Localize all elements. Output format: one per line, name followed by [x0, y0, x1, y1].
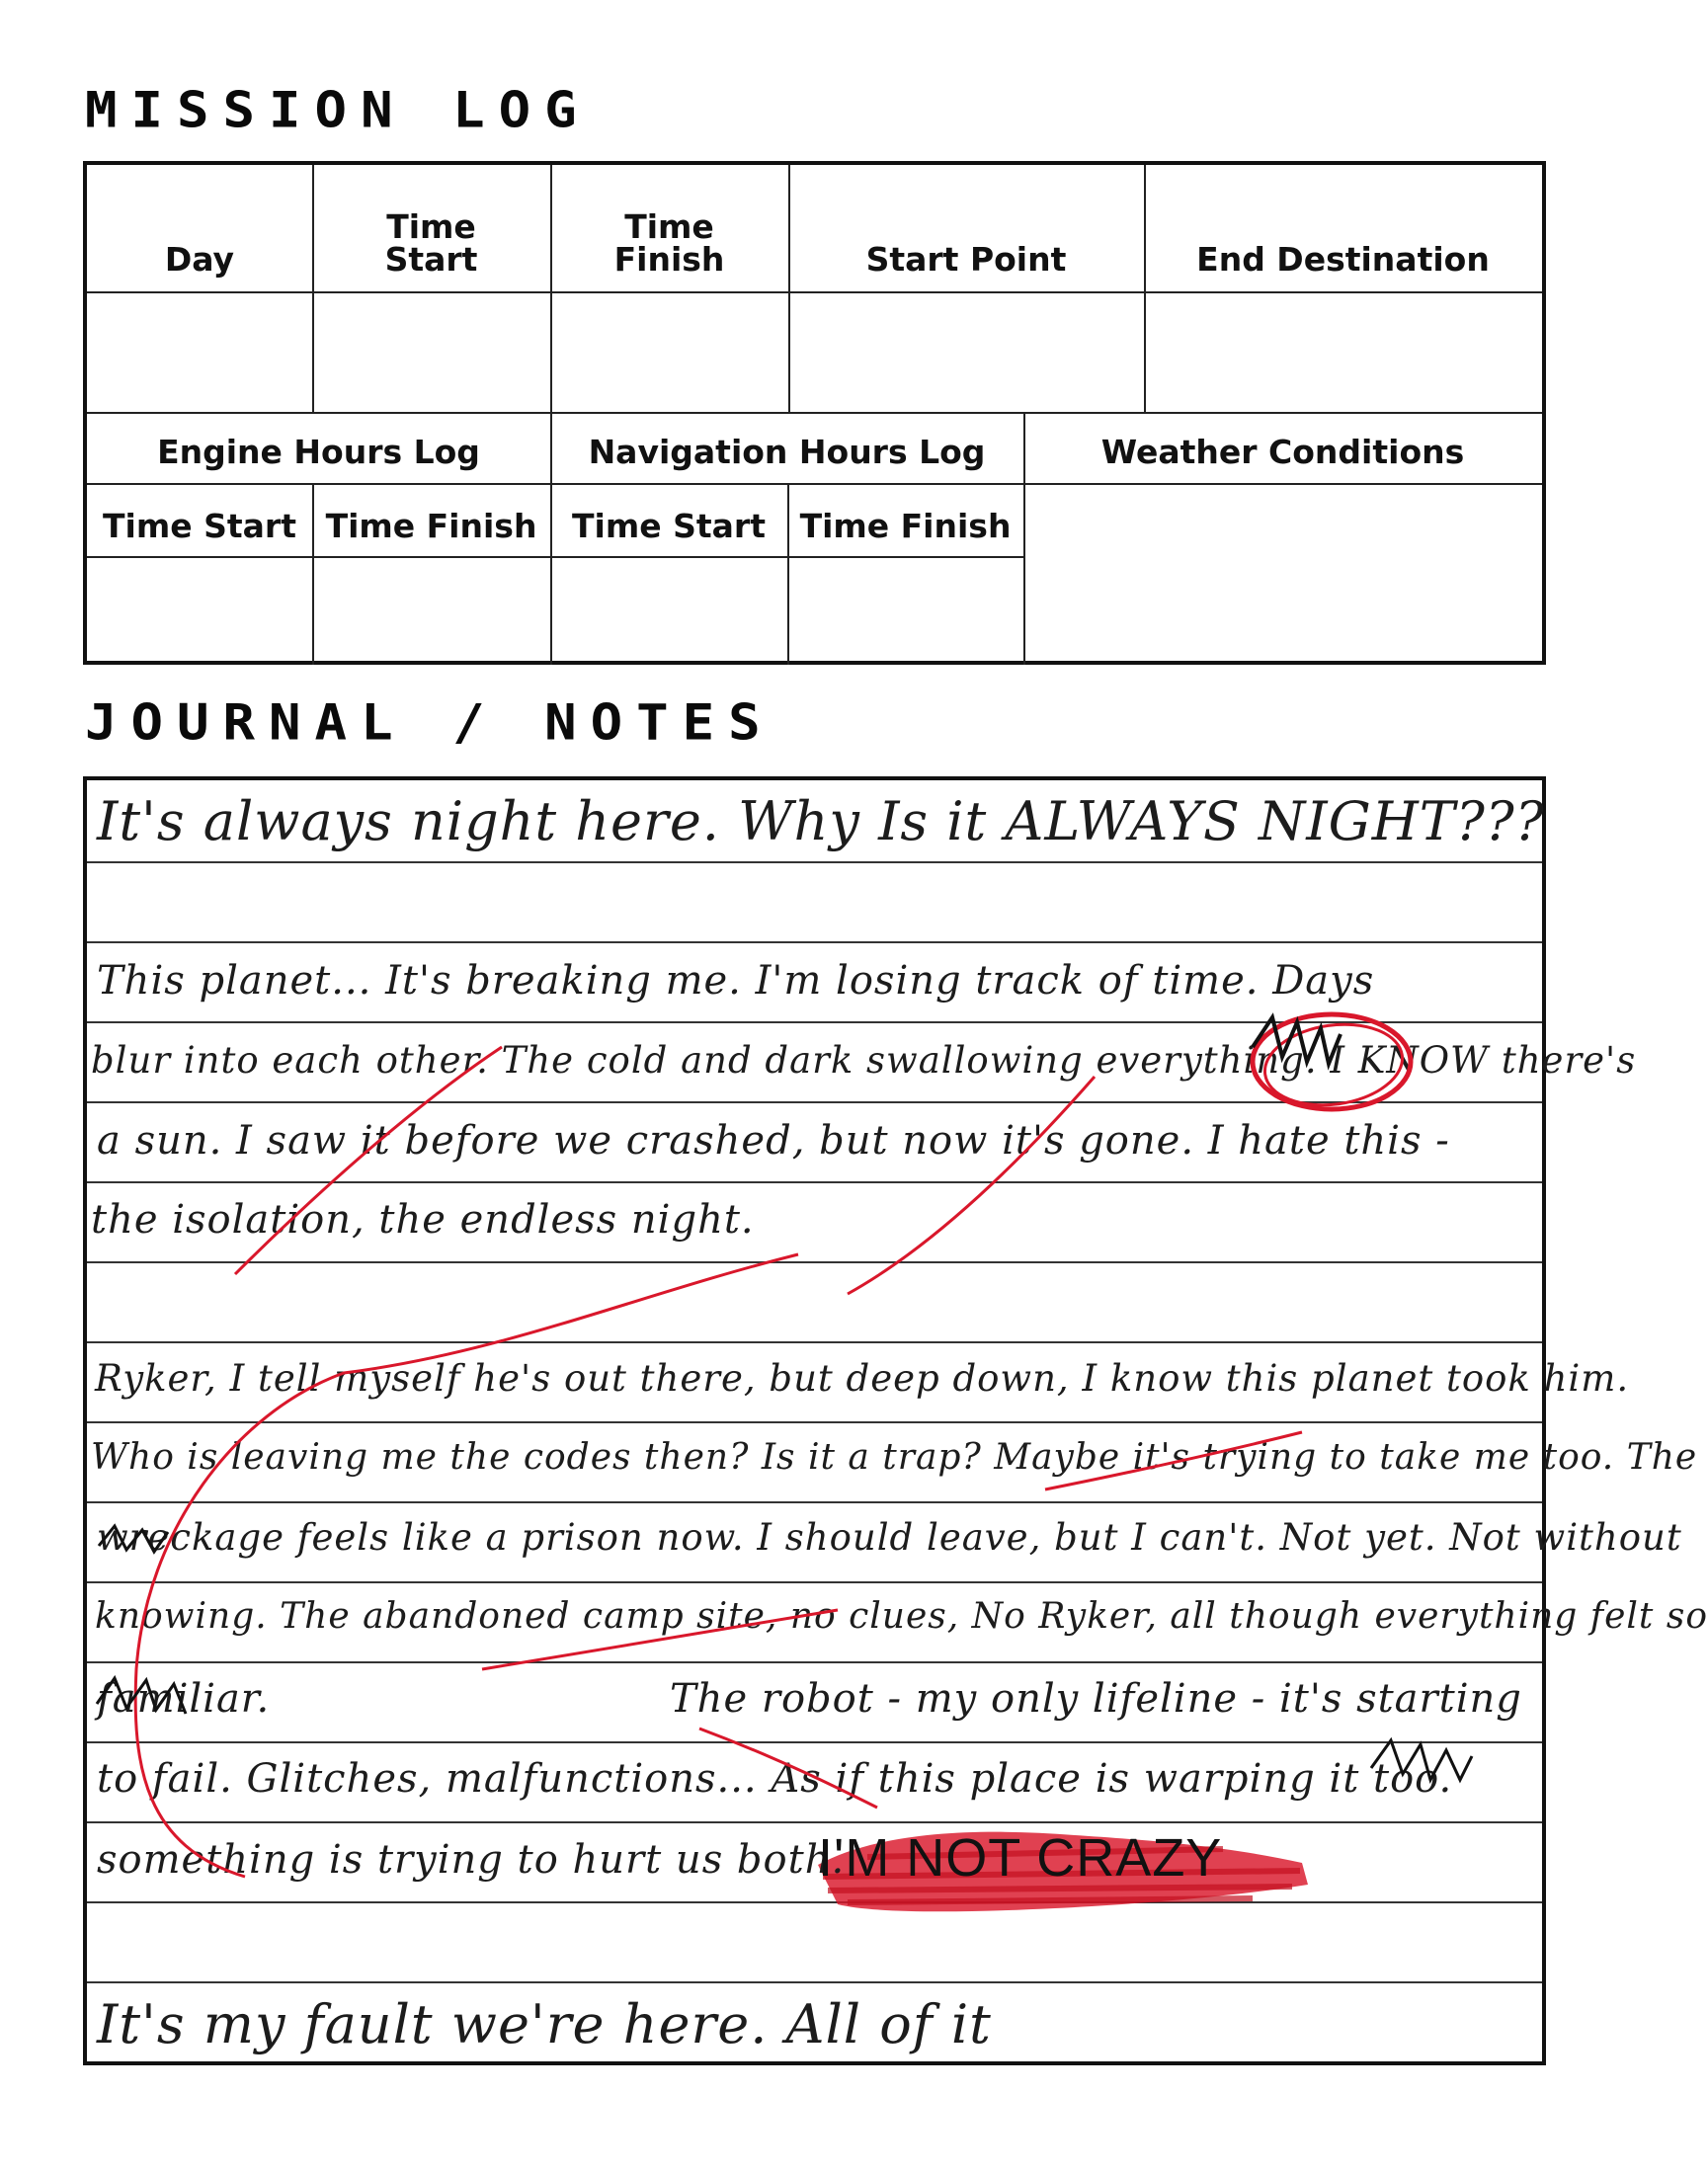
journal-line: knowing. The abandoned camp site, no clues, No Ryker, all though everything felt so: [95, 1596, 1708, 1637]
header-navigation-hours-log: Navigation Hours Log: [588, 433, 986, 471]
header-start-point: Start Point: [865, 240, 1067, 279]
journal-line: Who is leaving me the codes then? Is it a trap? Maybe it's trying to take me too. The: [91, 1437, 1698, 1478]
journal-line: wreckage feels like a prison now. I should leave, but I can't. Not yet. Not without: [97, 1516, 1682, 1559]
nav-time-finish-field[interactable]: [789, 558, 1023, 665]
journal-notes-area[interactable]: [83, 776, 1708, 2065]
header-time-start: Time Start: [384, 207, 478, 279]
header-engine-hours-log: Engine Hours Log: [157, 433, 480, 471]
journal-line: The robot - my only lifeline - it's starting: [670, 1676, 1522, 1722]
journal-line: Ryker, I tell myself he's out there, but deep down, I know this planet took him.: [95, 1357, 1630, 1400]
journal-line: It's my fault we're here. All of it: [97, 1993, 992, 2055]
end-destination-field[interactable]: [1146, 293, 1542, 412]
header-day: Day: [164, 240, 235, 279]
start-point-field[interactable]: [790, 293, 1144, 412]
journal-line: familiar.: [97, 1676, 271, 1722]
journal-line: to fail. Glitches, malfunctions... As if this place is warping it too.: [97, 1756, 1453, 1802]
journal-line: blur into each other. The cold and dark swallowing everything. I KNOW there's: [91, 1039, 1637, 1082]
journal-line: a sun. I saw it before we crashed, but now it's gone. I hate this -: [97, 1118, 1450, 1164]
time-finish-field[interactable]: [552, 293, 788, 412]
journal-line: something is trying to hurt us both.: [97, 1837, 846, 1883]
journal-line: It's always night here. Why Is it ALWAYS NIGHT???: [97, 790, 1545, 852]
header-nav-time-finish: Time Finish: [799, 507, 1012, 545]
header-time-finish: Time Finish: [613, 207, 725, 279]
time-start-field[interactable]: [314, 293, 550, 412]
ink-scribbles: [87, 780, 1542, 2061]
engine-time-finish-field[interactable]: [314, 558, 550, 665]
engine-time-start-field[interactable]: [87, 558, 312, 665]
header-weather-conditions: Weather Conditions: [1100, 433, 1465, 471]
header-nav-time-start: Time Start: [572, 507, 766, 545]
nav-time-start-field[interactable]: [552, 558, 787, 665]
mission-log-title: MISSION LOG: [85, 81, 591, 139]
header-engine-time-finish: Time Finish: [325, 507, 537, 545]
mission-log-table: [83, 161, 1546, 665]
weather-conditions-field[interactable]: [1025, 485, 1542, 665]
header-end-destination: End Destination: [1196, 240, 1490, 279]
journal-line: the isolation, the endless night.: [91, 1197, 755, 1243]
journal-line: This planet... It's breaking me. I'm losing track of time. Days: [97, 958, 1375, 1004]
im-not-crazy-text: I'M NOT CRAZY: [818, 1828, 1223, 1888]
header-engine-time-start: Time Start: [103, 507, 296, 545]
journal-notes-title: JOURNAL / NOTES: [85, 693, 774, 752]
day-field[interactable]: [87, 293, 312, 412]
